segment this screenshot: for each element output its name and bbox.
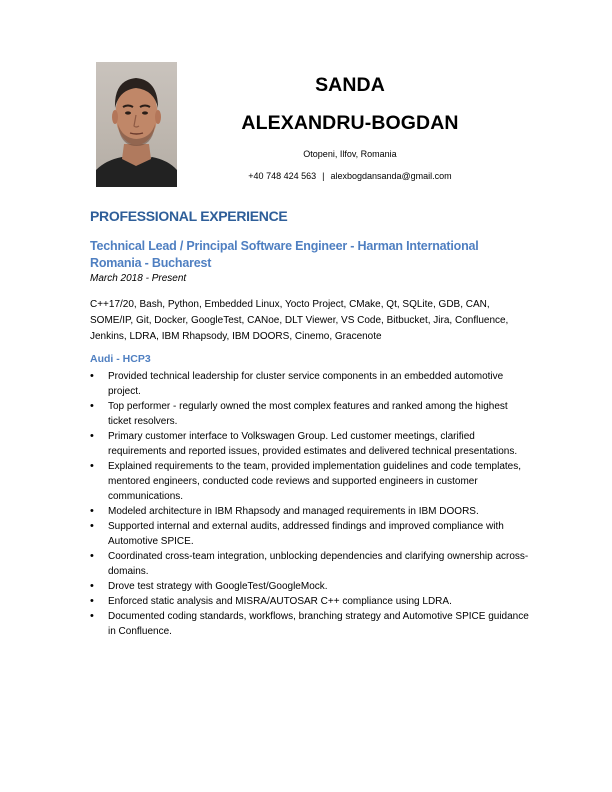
job-dates: March 2018 - Present (90, 273, 187, 284)
project-title: Audi - HCP3 (90, 353, 151, 365)
job-title: Technical Lead / Principal Software Engineer - Harman International Romania - Bucharest (90, 239, 479, 270)
list-item: • Explained requirements to the team, provided implementation guidelines and code templates, mentored engineers, conducted code reviews and supported engineers in customer communications. (90, 459, 530, 504)
skills-list: C++17/20, Bash, Python, Embedded Linux, Yocto Project, CMake, Qt, SQLite, GDB, CAN, SOME/IP, Git, Docker, GoogleTest, CANoe, DLT Viewer, VS Code, Bitbucket, Jira, Confluence, Jenkins, LDRA, IBM Rhapsody, IBM DOORS, Cinemo, Gracenote (90, 299, 509, 342)
list-item: • Modeled architecture in IBM Rhapsody and managed requirements in IBM DOORS. (90, 504, 530, 519)
profile-photo (96, 62, 177, 187)
list-item: • Primary customer interface to Volkswagen Group. Led customer meetings, clarified requirements and reported issues, provided estimates and delivered technical presentations. (90, 429, 530, 459)
list-item: • Documented coding standards, workflows, branching strategy and Automotive SPICE guidance in Confluence. (90, 609, 530, 639)
contact-separator: | (322, 171, 325, 181)
email-address: alexbogdansanda@gmail.com (330, 171, 452, 181)
list-item: • Top performer - regularly owned the most complex features and ranked among the highest ticket resolvers. (90, 399, 530, 429)
contact-line (210, 171, 490, 181)
list-item: • Coordinated cross-team integration, unblocking dependencies and clarifying ownership across-domains. (90, 549, 530, 579)
first-name: SANDA (315, 74, 385, 96)
responsibilities-list (90, 369, 530, 639)
list-item: • Supported internal and external audits, addressed findings and improved compliance with Automotive SPICE. (90, 519, 530, 549)
list-item: • Drove test strategy with GoogleTest/GoogleMock. (90, 579, 530, 594)
section-title-experience: PROFESSIONAL EXPERIENCE (90, 208, 288, 224)
location: Otopeni, Ilfov, Romania (303, 149, 397, 159)
last-name: ALEXANDRU-BOGDAN (241, 112, 459, 134)
list-item: • Enforced static analysis and MISRA/AUTOSAR C++ compliance using LDRA. (90, 594, 530, 609)
phone-number: +40 748 424 563 (248, 171, 317, 181)
list-item: • Provided technical leadership for cluster service components in an embedded automotive project. (90, 369, 530, 399)
